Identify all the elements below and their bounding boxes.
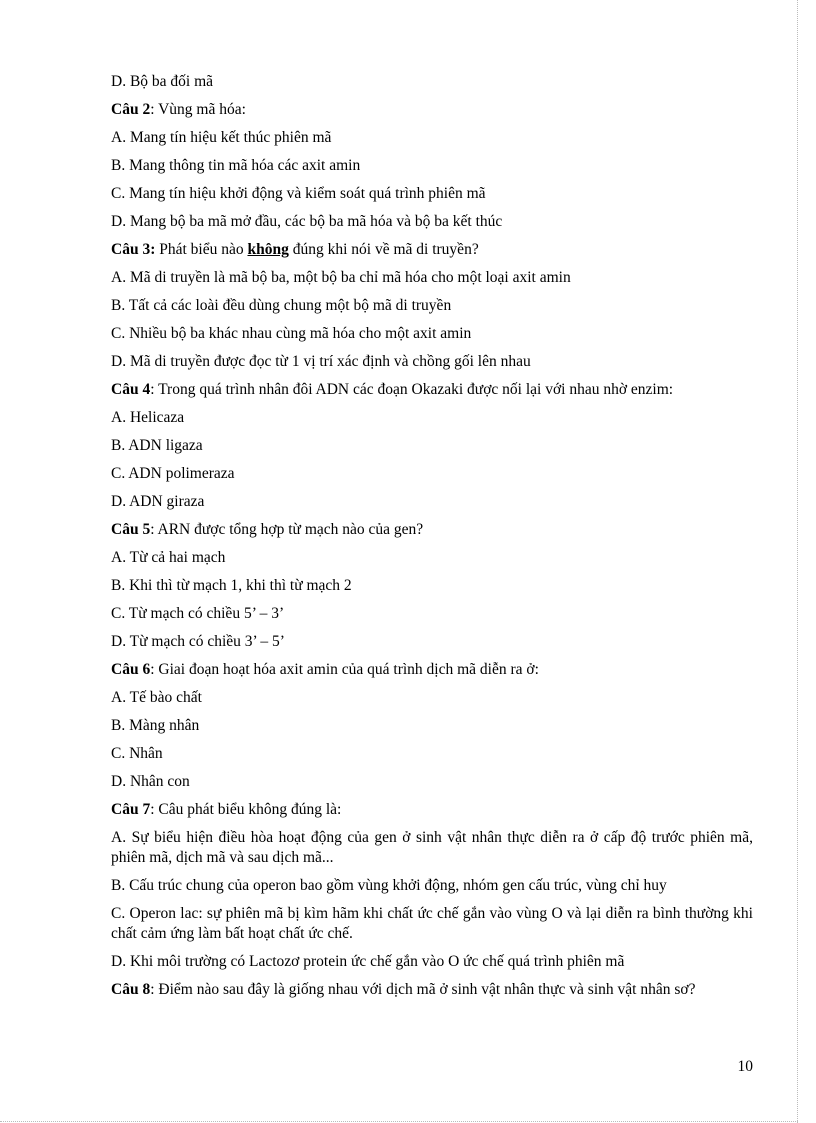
- question-2: [111, 100, 753, 120]
- question-7: [111, 800, 753, 820]
- question-text: : Trong quá trình nhân đôi ADN các đoạn Okazaki được nối lại với nhau nhờ enzim:: [150, 381, 674, 398]
- question-3: [111, 240, 753, 260]
- page-number: 10: [737, 1058, 753, 1075]
- answer-option: A. Helicaza: [111, 409, 185, 426]
- answer-option: A. Mã di truyền là mã bộ ba, một bộ ba chỉ mã hóa cho một loại axit amin: [111, 269, 571, 286]
- page-right-border: [797, 0, 798, 1123]
- question-5: [111, 520, 753, 540]
- question-text: đúng khi nói về mã di truyền?: [288, 241, 479, 258]
- emphasized-keyword: không: [247, 241, 289, 258]
- answer-option: D. Mã di truyền được đọc từ 1 vị trí xác định và chồng gối lên nhau: [111, 353, 531, 370]
- answer-option: A. Mang tín hiệu kết thúc phiên mã: [111, 129, 332, 146]
- answer-option: D. Khi môi trường có Lactozơ protein ức chế gắn vào O ức chế quá trình phiên mã: [111, 953, 625, 970]
- answer-option: B. Tất cả các loài đều dùng chung một bộ mã di truyền: [111, 297, 452, 314]
- question-text: : Giai đoạn hoạt hóa axit amin của quá trình dịch mã diễn ra ở:: [150, 661, 539, 678]
- answer-option: D. Từ mạch có chiều 3’ – 5’: [111, 633, 285, 650]
- question-6: [111, 660, 753, 680]
- question-number: Câu 2: [111, 101, 151, 118]
- answer-option: A. Từ cả hai mạch: [111, 549, 226, 566]
- question-number: Câu 6: [111, 661, 151, 678]
- answer-option: C. Nhiều bộ ba khác nhau cùng mã hóa cho một axit amin: [111, 325, 472, 342]
- answer-option: B. Màng nhân: [111, 717, 200, 734]
- question-number: Câu 5: [111, 521, 151, 538]
- answer-option: A. Sự biểu hiện điều hòa hoạt động của gen ở sinh vật nhân thực diễn ra ở cấp độ trước phiên mã, phiên mã, dịch mã và sau dịch mã...: [111, 829, 753, 866]
- answer-option: D. Nhân con: [111, 773, 190, 790]
- answer-option: C. Nhân: [111, 745, 163, 762]
- question-text: Phát biểu nào: [155, 241, 248, 258]
- answer-option: B. Mang thông tin mã hóa các axit amin: [111, 157, 361, 174]
- answer-option: B. Khi thì từ mạch 1, khi thì từ mạch 2: [111, 577, 352, 594]
- question-text: : Câu phát biểu không đúng là:: [150, 801, 342, 818]
- answer-option: C. Từ mạch có chiều 5’ – 3’: [111, 605, 285, 622]
- question-text: : ARN được tổng hợp từ mạch nào của gen?: [150, 521, 424, 538]
- question-number: Câu 3:: [111, 241, 156, 258]
- answer-option: C. Operon lac: sự phiên mã bị kìm hãm khi chất ức chế gắn vào vùng O và lại diễn ra bình thường khi chất cảm ứng làm bất hoạt chất ức chế.: [111, 905, 753, 942]
- document-body: [111, 72, 753, 1008]
- answer-option: C. ADN polimeraza: [111, 465, 235, 482]
- question-number: Câu 8: [111, 981, 151, 998]
- answer-option: D. ADN giraza: [111, 493, 205, 510]
- question-4: [111, 380, 753, 400]
- answer-option: A. Tế bào chất: [111, 689, 202, 706]
- answer-option: C. Mang tín hiệu khởi động và kiểm soát quá trình phiên mã: [111, 185, 486, 202]
- question-number: Câu 7: [111, 801, 151, 818]
- question-text: : Điểm nào sau đây là giống nhau với dịch mã ở sinh vật nhân thực và sinh vật nhân sơ?: [150, 981, 696, 998]
- answer-option: D. Bộ ba đối mã: [111, 73, 214, 90]
- page-bottom-border: [0, 1121, 798, 1122]
- answer-option: B. Cấu trúc chung của operon bao gồm vùng khởi động, nhóm gen cấu trúc, vùng chỉ huy: [111, 877, 667, 894]
- answer-option: D. Mang bộ ba mã mở đầu, các bộ ba mã hóa và bộ ba kết thúc: [111, 213, 503, 230]
- question-text: : Vùng mã hóa:: [150, 101, 246, 118]
- answer-option: B. ADN ligaza: [111, 437, 203, 454]
- question-number: Câu 4: [111, 381, 151, 398]
- question-8: [111, 980, 753, 1000]
